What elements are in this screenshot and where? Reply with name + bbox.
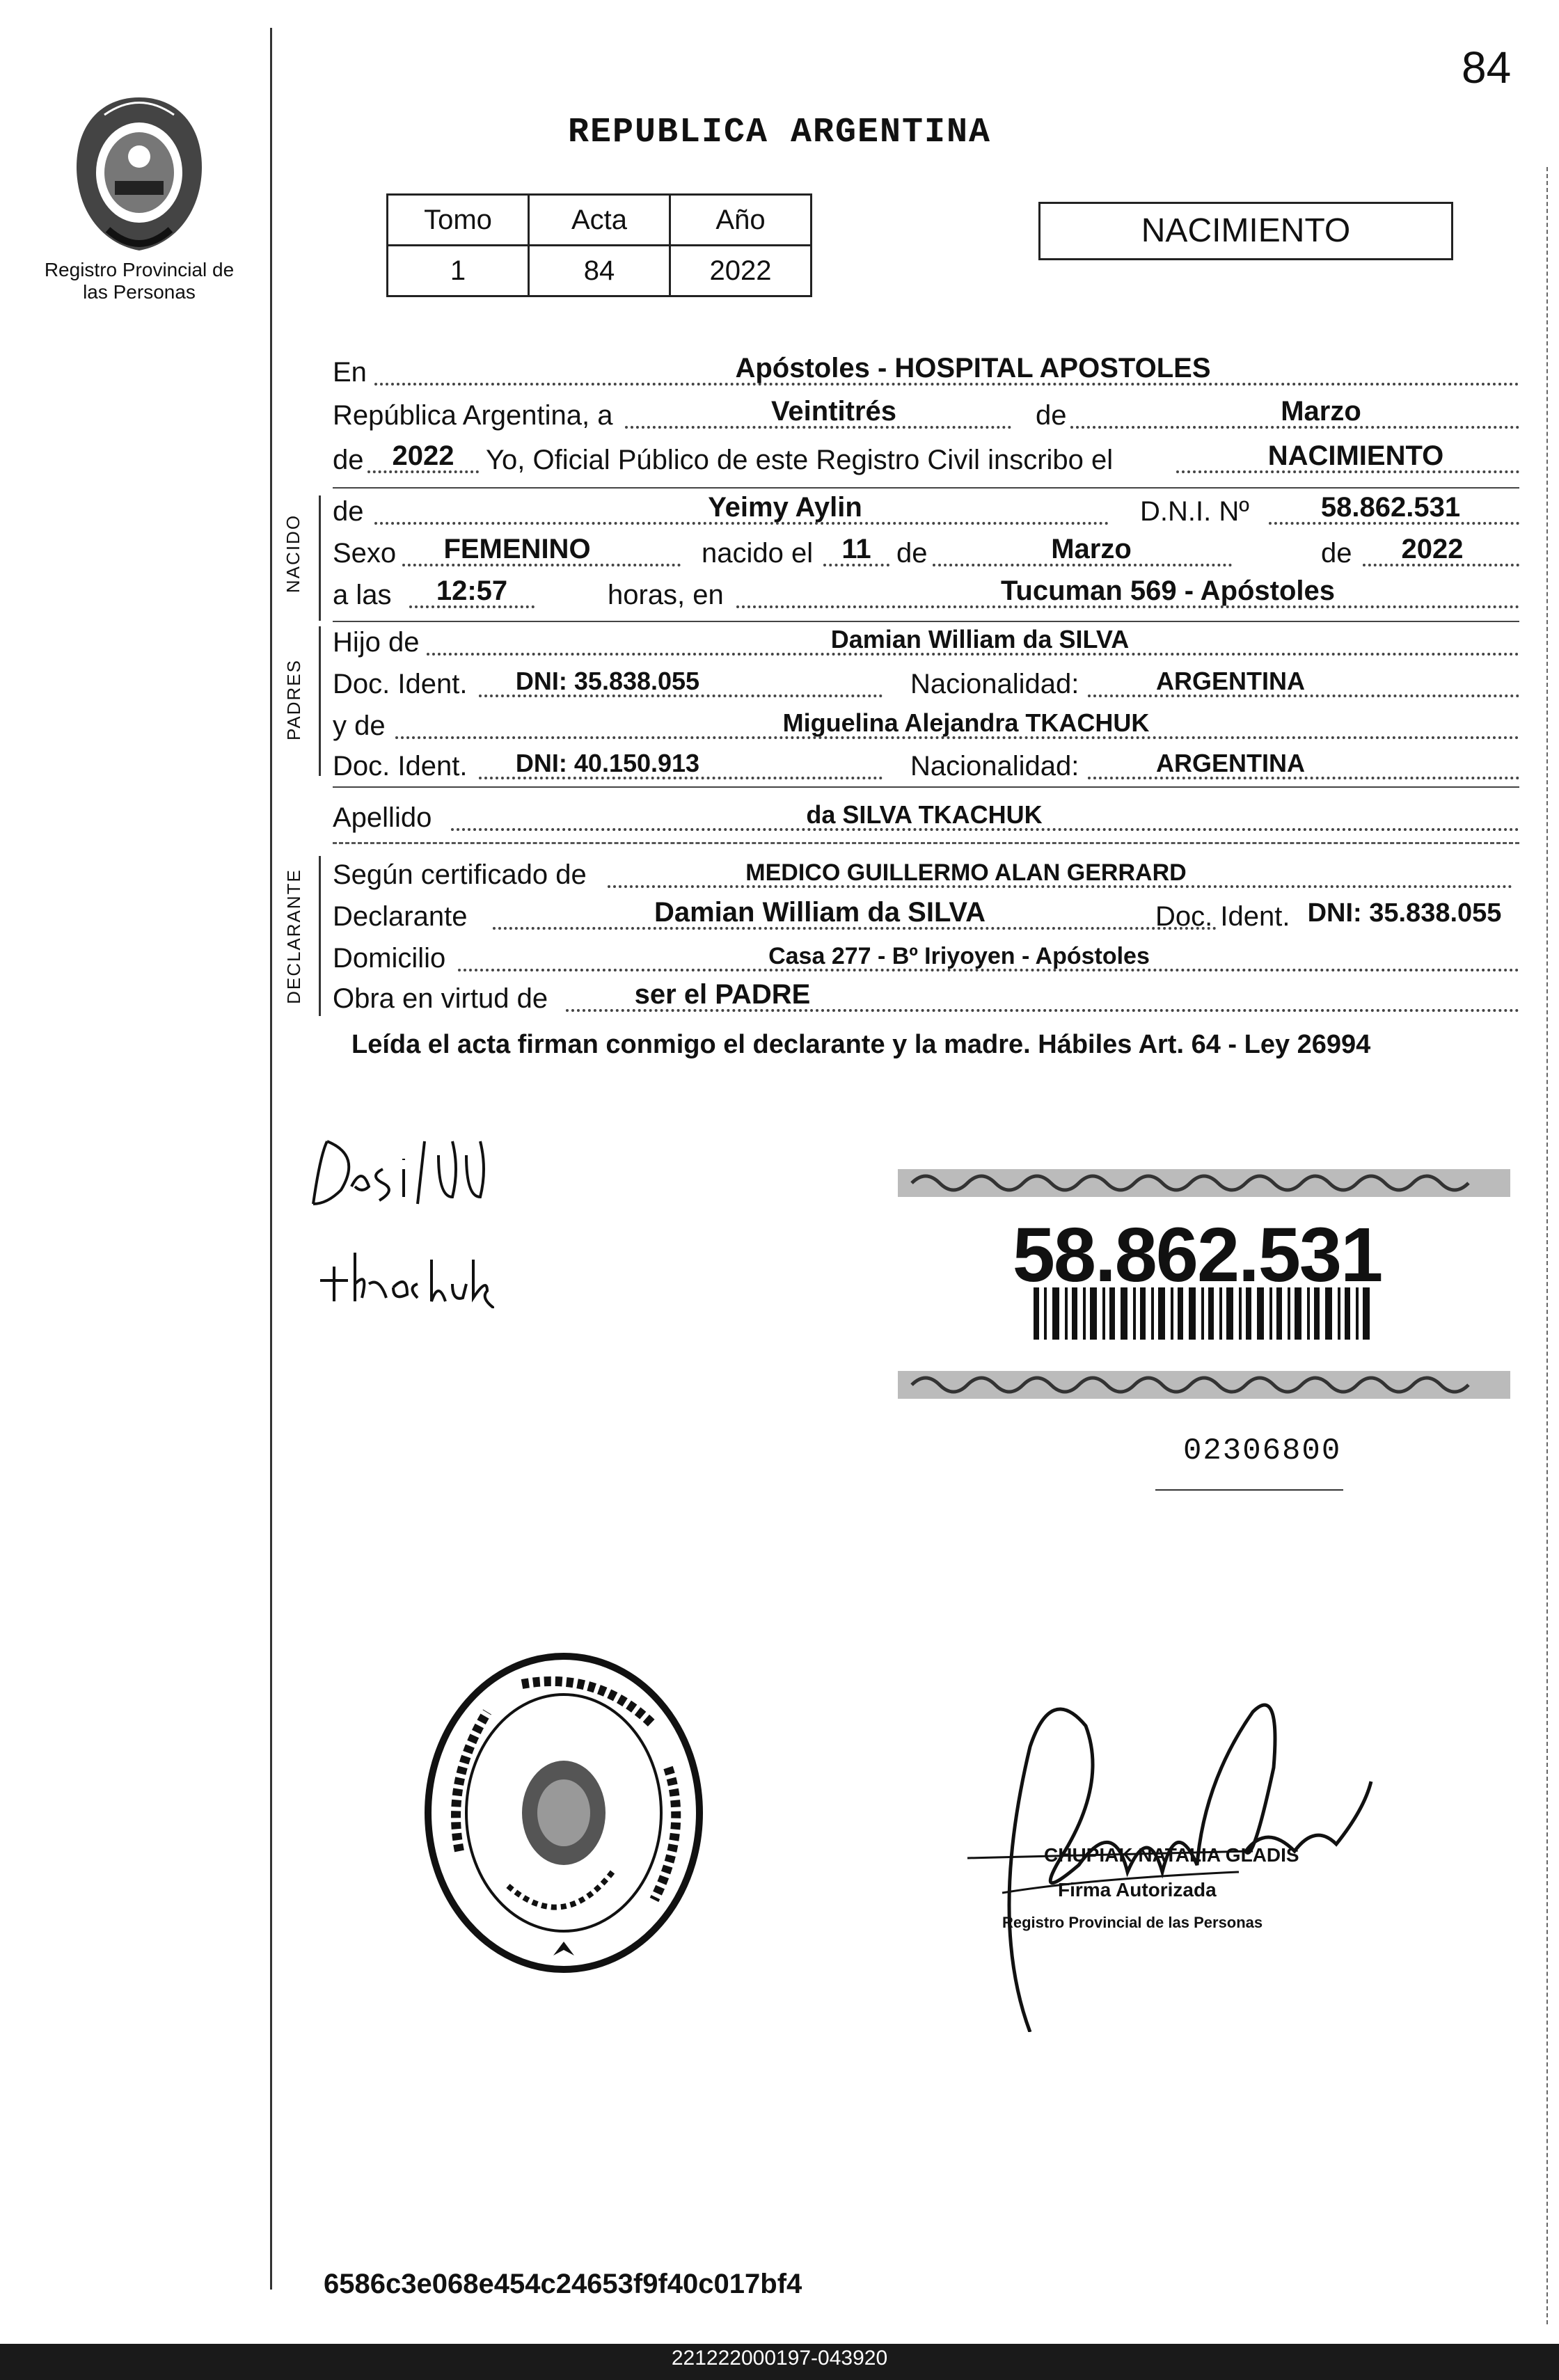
de-label: de bbox=[1321, 538, 1352, 569]
declarante-row-4 bbox=[333, 974, 1519, 1019]
declarante-doc: DNI: 35.838.055 bbox=[1307, 898, 1502, 928]
declarante-row-3 bbox=[333, 934, 1519, 978]
apellido-label: Apellido bbox=[333, 802, 432, 833]
en-label: En bbox=[333, 357, 367, 388]
declarante-label-text: Declarante bbox=[333, 901, 468, 932]
section-separator bbox=[333, 786, 1519, 788]
handwritten-signature-dasilva bbox=[299, 1127, 522, 1218]
signatory-role: Firma Autorizada bbox=[1058, 1879, 1217, 1901]
document-hash: 6586c3e068e454c24653f9f40c017bf4 bbox=[324, 2269, 802, 2299]
left-margin-line bbox=[270, 28, 272, 2290]
intro-row-1 bbox=[333, 348, 1519, 392]
sexo-label: Sexo bbox=[333, 538, 397, 569]
page-number: 84 bbox=[1462, 42, 1512, 93]
de-label: de bbox=[333, 445, 364, 475]
record-table bbox=[386, 193, 812, 297]
apellido-row bbox=[333, 793, 1519, 838]
padres-row-1 bbox=[333, 618, 1519, 663]
record-header-ano: Año bbox=[670, 195, 812, 246]
nacido-label: nacido el bbox=[702, 538, 814, 569]
apellido-value: da SILVA TKACHUK bbox=[806, 800, 1043, 829]
intro-month: Marzo bbox=[1281, 396, 1361, 427]
page-title: REPUBLICA ARGENTINA bbox=[567, 113, 992, 152]
section-label-padres bbox=[273, 626, 315, 772]
record-header-acta: Acta bbox=[529, 195, 670, 246]
de-label: de bbox=[333, 496, 364, 527]
certificado-label: Según certificado de bbox=[333, 859, 587, 890]
padres-row-2 bbox=[333, 660, 1519, 704]
dni-label: D.N.I. Nº bbox=[1140, 496, 1249, 527]
birth-time: 12:57 bbox=[436, 576, 508, 606]
intro-row-3 bbox=[333, 436, 1519, 480]
yde-label: y de bbox=[333, 711, 386, 741]
signatory-name: CHUPIAK NATALIA GLADIS bbox=[1044, 1844, 1299, 1866]
legal-note: Leída el acta firman conmigo el declarante y la madre. Hábiles Art. 64 - Ley 26994 bbox=[351, 1030, 1371, 1059]
yo-text: Yo, Oficial Público de este Registro Civil inscribo el bbox=[486, 445, 1114, 475]
child-sex: FEMENINO bbox=[443, 534, 591, 564]
hijo-label: Hijo de bbox=[333, 627, 420, 658]
child-name: Yeimy Aylin bbox=[708, 492, 862, 523]
registry-label: Registro Provincial de las Personas bbox=[44, 259, 235, 303]
nacionalidad-label: Nacionalidad: bbox=[910, 669, 1079, 699]
father-doc: DNI: 35.838.055 bbox=[515, 667, 700, 695]
father-nationality: ARGENTINA bbox=[1156, 667, 1305, 695]
record-value-ano: 2022 bbox=[670, 246, 812, 296]
right-margin-line bbox=[1546, 167, 1548, 2324]
father-name: Damian William da SILVA bbox=[830, 625, 1130, 653]
nacido-row-3 bbox=[333, 571, 1519, 615]
intro-inscribe: NACIMIENTO bbox=[1267, 441, 1444, 471]
alas-label: a las bbox=[333, 580, 392, 610]
section-bar bbox=[319, 856, 321, 1016]
section-label-nacido bbox=[273, 494, 315, 612]
authorized-signature bbox=[947, 1642, 1392, 2032]
record-value-tomo: 1 bbox=[388, 246, 529, 296]
padres-label: PADRES bbox=[283, 658, 304, 740]
birth-place: Tucuman 569 - Apóstoles bbox=[1000, 576, 1336, 606]
padres-row-4 bbox=[333, 742, 1519, 786]
declarante-row-2 bbox=[333, 892, 1519, 937]
doc-label: Doc. Ident. bbox=[333, 669, 468, 699]
signatory-office: Registro Provincial de las Personas bbox=[1002, 1914, 1263, 1931]
section-label-declarante bbox=[273, 852, 315, 1020]
doc-label: Doc. Ident. bbox=[1155, 901, 1290, 932]
record-header-tomo: Tomo bbox=[388, 195, 529, 246]
nacido-row-2 bbox=[333, 529, 1519, 573]
de-label: de bbox=[1036, 400, 1067, 431]
document-type-box: NACIMIENTO bbox=[1038, 202, 1453, 260]
intro-year: 2022 bbox=[392, 441, 454, 471]
nacido-label: NACIDO bbox=[283, 514, 304, 593]
footer-code: 221222000197-043920 bbox=[671, 2347, 888, 2370]
birth-month: Marzo bbox=[1051, 534, 1132, 564]
control-number: 02306800 bbox=[1183, 1434, 1342, 1468]
section-bar bbox=[319, 626, 321, 776]
dni-label-number: 58.862.531 bbox=[1012, 1212, 1382, 1298]
obra-label: Obra en virtud de bbox=[333, 983, 548, 1014]
padres-row-3 bbox=[333, 701, 1519, 746]
birth-year: 2022 bbox=[1401, 534, 1464, 564]
mother-doc: DNI: 40.150.913 bbox=[515, 749, 700, 777]
declarante-name: Damian William da SILVA bbox=[654, 897, 986, 928]
de-label: de bbox=[896, 538, 928, 569]
handwritten-signature-tkachuk bbox=[313, 1246, 494, 1308]
nacido-row-1 bbox=[333, 487, 1519, 532]
birth-day: 11 bbox=[841, 534, 871, 564]
certificate-value: MEDICO GUILLERMO ALAN GERRARD bbox=[745, 859, 1187, 886]
section-bar bbox=[319, 495, 321, 621]
intro-day: Veintitrés bbox=[770, 396, 897, 427]
horas-label: horas, en bbox=[608, 580, 724, 610]
domicilio-label: Domicilio bbox=[333, 943, 446, 974]
section-separator bbox=[333, 842, 1519, 844]
doc-label: Doc. Ident. bbox=[333, 751, 468, 782]
mother-nationality: ARGENTINA bbox=[1156, 749, 1305, 777]
declarante-row-1 bbox=[333, 850, 1519, 895]
republica-label: República Argentina, a bbox=[333, 400, 613, 431]
declarante-label: DECLARANTE bbox=[283, 868, 304, 1004]
official-stamp-icon bbox=[418, 1642, 710, 1983]
record-value-row bbox=[388, 246, 812, 296]
nacionalidad-label: Nacionalidad: bbox=[910, 751, 1079, 782]
child-dni: 58.862.531 bbox=[1320, 492, 1461, 523]
intro-place: Apóstoles - HOSPITAL APOSTOLES bbox=[735, 353, 1211, 383]
record-header-row bbox=[388, 195, 812, 246]
intro-row-2 bbox=[333, 391, 1519, 436]
declarante-address: Casa 277 - Bº Iriyoyen - Apóstoles bbox=[768, 943, 1150, 969]
mother-name: Miguelina Alejandra TKACHUK bbox=[782, 708, 1150, 737]
record-value-acta: 84 bbox=[529, 246, 670, 296]
control-underline bbox=[1155, 1489, 1343, 1491]
obra-value: ser el PADRE bbox=[634, 979, 811, 1010]
